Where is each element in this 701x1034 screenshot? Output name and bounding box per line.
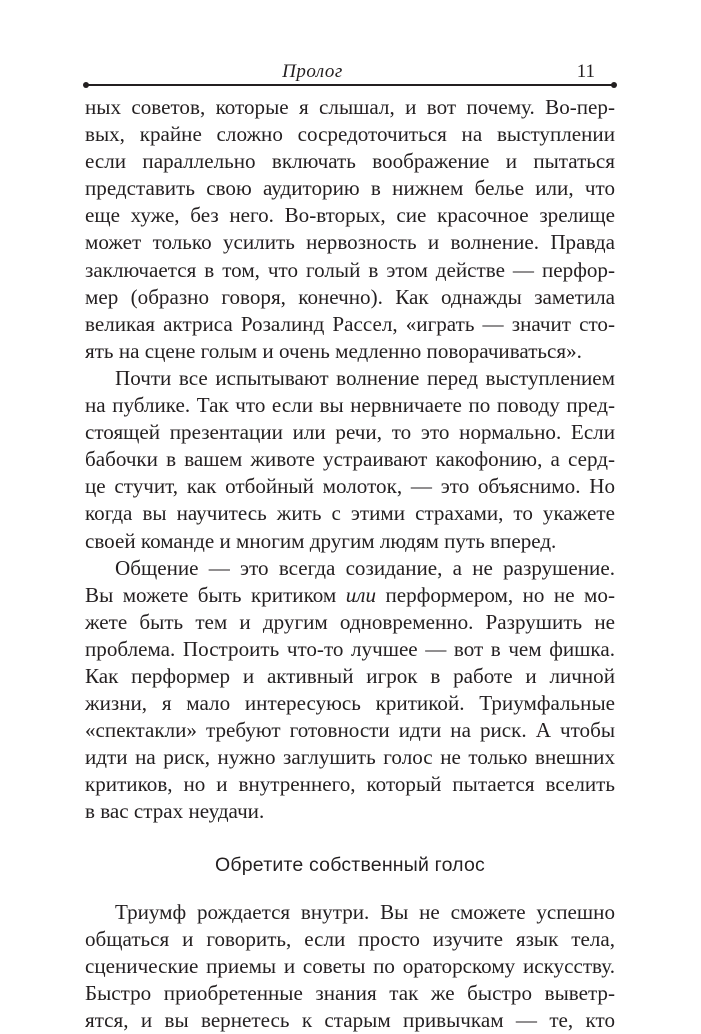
text-line: еще хуже, без него. Во-вторых, сие красочное зрелище (85, 203, 615, 228)
text-line: идти на риск, нужно заглушить голос не только внешних (85, 745, 615, 770)
text-line: ять на сцене голым и очень медленно поворачиваться». (85, 338, 582, 363)
text-line: в вас страх неудачи. (85, 799, 265, 824)
text-line: Почти все испытывают волнение перед выступлением (115, 365, 615, 390)
text-line: критиков, но и внутреннего, который пытается вселить (85, 772, 615, 797)
text-line: «спектакли» требуют готовности идти на риск. А чтобы (85, 718, 615, 743)
page-number: 11 (576, 61, 595, 82)
text-line: если параллельно включать воображение и пытаться (85, 149, 615, 174)
text-line: жете быть тем и другим одновременно. Разрушить не (85, 609, 615, 634)
text-line: заключается в том, что голый в этом действе — перфор- (85, 257, 615, 282)
text-line: сценические приемы и советы по ораторскому искусству. (85, 953, 615, 978)
section-heading: Обретите собственный голос (215, 853, 485, 876)
text-line: ных советов, которые я слышал, и вот почему. Во-пер- (85, 95, 615, 119)
text-line: представить свою аудиторию в нижнем белье или, что (85, 176, 615, 201)
text-line: Общение — это всегда созидание, а не разрушение. (115, 555, 615, 580)
text-line: стоящей презентации или речи, то это нормально. Если (85, 420, 615, 445)
running-header (85, 55, 615, 87)
paragraph-2 (85, 365, 615, 555)
text-line: бабочки в вашем животе устраивают какофонию, а серд- (85, 447, 615, 472)
text-line: Триумф рождается внутри. Вы не сможете успешно (115, 899, 615, 924)
text-line: це стучит, как отбойный молоток, — это объяснимо. Но (85, 474, 615, 499)
text-line: общаться и говорить, если просто изучите язык тела, (85, 926, 615, 951)
text-line: мер (образно говоря, конечно). Как однажды заметила (85, 284, 615, 309)
text-line-with-emphasis (85, 582, 615, 609)
book-page (85, 55, 615, 1034)
text-line: вых, крайне сложно сосредоточиться на выступлении (85, 122, 615, 147)
section-paragraph (85, 899, 615, 1034)
paragraph-1 (85, 94, 615, 365)
text-line: жизни, я мало интересуюсь критикой. Триумфальные (85, 691, 615, 716)
text-line: на публике. Так что если вы нервничаете по поводу пред- (85, 393, 615, 418)
text-line: ятся, и вы вернетесь к старым привычкам — те, кто (85, 1007, 615, 1032)
text-line: своей команде и многим другим людям путь вперед. (85, 528, 557, 553)
text-line: когда вы научитесь жить с этими страхами, то укажете (85, 501, 615, 526)
text-segment: перформером, но не мо- (385, 582, 615, 607)
header-rule (85, 84, 615, 86)
paragraph-3 (85, 555, 615, 826)
text-line: великая актриса Розалинд Рассел, «играть — значит сто- (85, 311, 615, 336)
text-line: может только усилить нервозность и волнение. Правда (85, 230, 615, 255)
text-line: Быстро приобретенные знания так же быстро выветр- (85, 980, 615, 1005)
running-title: Пролог (282, 61, 343, 82)
text-line: Как перформер и активный игрок в работе и личной (85, 663, 615, 688)
text-segment: Вы можете быть критиком (85, 582, 337, 607)
text-line: проблема. Построить что-то лучшее — вот в чем фишка. (85, 636, 615, 661)
emphasis-word: или (345, 582, 377, 607)
